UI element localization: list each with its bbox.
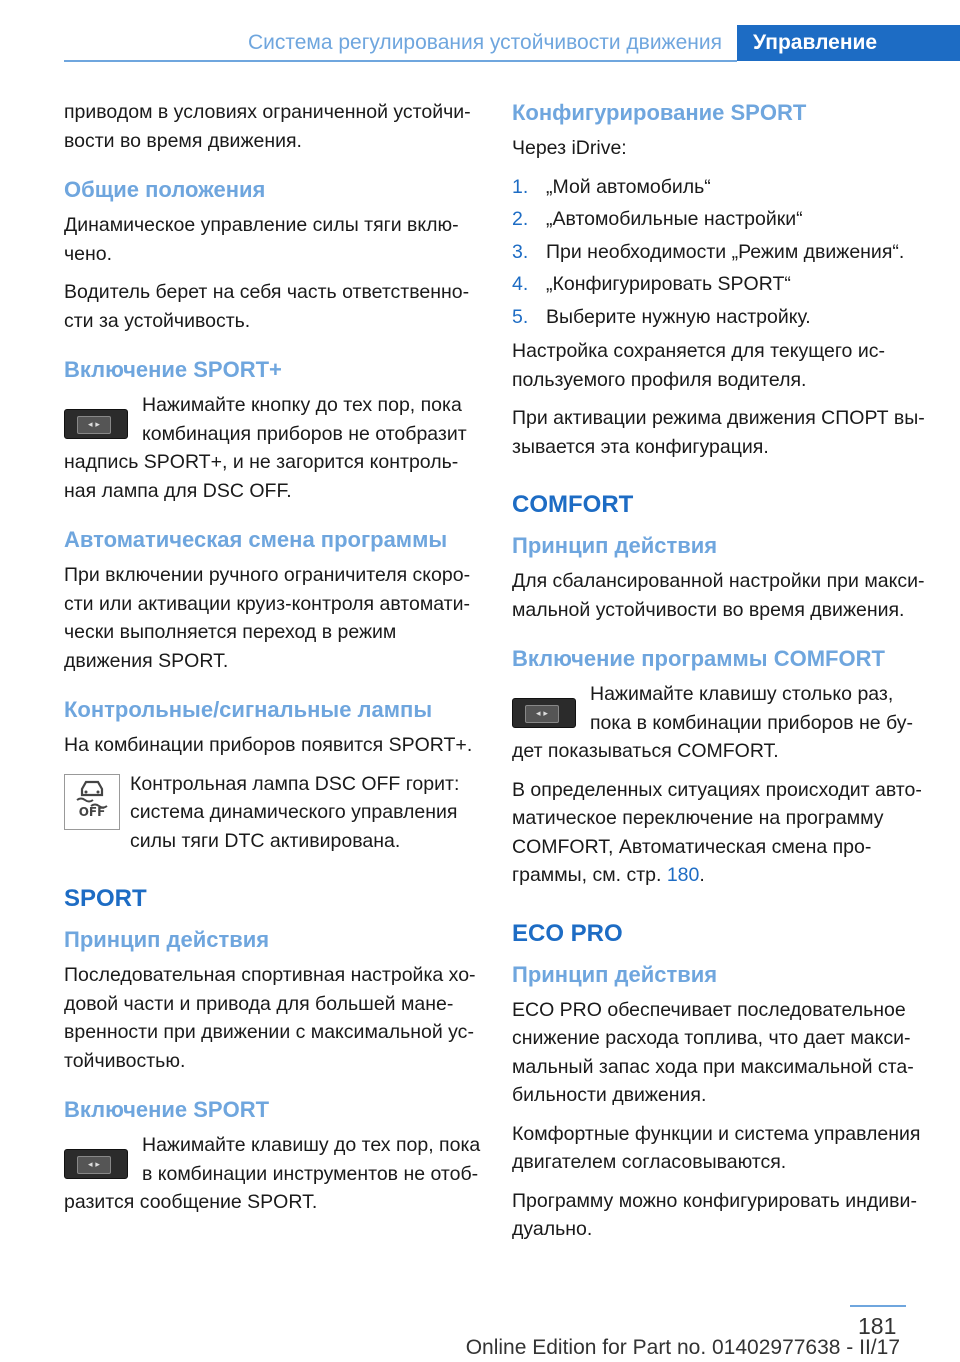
lamp-description-text: Контрольная лампа DSC OFF горит: система динамического управления силы тяги DTC активирована. xyxy=(130,772,460,852)
sport-on-instruction xyxy=(64,1131,482,1217)
sport-heading: SPORT xyxy=(64,885,147,912)
step-text: При необходимости „Режим движения“. xyxy=(546,240,905,263)
comfort-on-instruction xyxy=(512,680,932,766)
comfort-on-heading: Включение программы COMFORT xyxy=(512,646,885,671)
sport-plus-heading: Включение SPORT+ xyxy=(64,357,282,382)
list-item xyxy=(512,303,932,332)
step-text: Выберите нужную настройку. xyxy=(546,305,811,328)
running-header-section: Система регулирования устойчивости движения xyxy=(247,31,722,54)
list-item xyxy=(512,238,932,267)
lamp-off-label: OFF xyxy=(78,805,106,819)
eco-paragraph-3: Программу можно конфигурировать индивидуально. xyxy=(512,1189,917,1240)
drive-mode-button-icon: ◂ ▸ xyxy=(512,698,576,728)
eco-paragraph-2: Комфортные функции и система управления двигателем согласовываются. xyxy=(512,1122,921,1173)
sport-on-heading: Включение SPORT xyxy=(64,1097,270,1122)
comfort-principle-heading: Принцип действия xyxy=(512,533,718,558)
intro-paragraph: приводом в условиях ограниченной устойчивости во время движения. xyxy=(64,101,471,152)
comfort-auto-text: В определенных ситуациях происходит автоматическое переключение на программу COMFORT, Автоматическая смена программы, см. стр. xyxy=(512,778,922,886)
eco-principle-heading: Принцип действия xyxy=(512,961,718,987)
sport-principle-paragraph: Последовательная спортивная настройка ходовой части и привода для большей маневренности при движении с максимальной устойчивостью. xyxy=(64,964,476,1072)
sport-on-text: Нажимайте клавишу до тех пор, пока в комбинации инструментов не отобразится сообщение SPORT. xyxy=(64,1134,481,1213)
drive-mode-button-icon: ◂ ▸ xyxy=(64,409,128,439)
config-intro: Через iDrive: xyxy=(512,137,627,159)
sport-principle-heading: Принцип действия xyxy=(64,927,270,952)
dsc-off-lamp-icon xyxy=(64,774,120,830)
list-item xyxy=(512,205,932,234)
comfort-auto-paragraph xyxy=(512,776,932,890)
page-reference-link[interactable]: 180 xyxy=(666,864,700,886)
config-steps-list xyxy=(512,173,932,332)
general-paragraph-1: Динамическое управление силы тяги включено. xyxy=(64,214,459,265)
list-item xyxy=(512,270,932,299)
list-item xyxy=(512,173,932,202)
lamps-paragraph: На комбинации приборов появится SPORT+. xyxy=(64,734,473,756)
eco-paragraph-1: ECO PRO обеспечивает последовательное снижение расхода топлива, что дает максимальный запас хода при максимальной стабильности движения. xyxy=(512,998,914,1106)
sport-plus-text: Нажимайте кнопку до тех пор, пока комбинация приборов не отобразит надпись SPORT+, и не загорится контрольная лампа для DSC OFF. xyxy=(64,394,467,502)
config-heading: Конфигурирование SPORT xyxy=(512,100,807,125)
general-paragraph-2: Водитель берет на себя часть ответственности за устойчивость. xyxy=(64,281,470,332)
lamp-description xyxy=(64,770,482,856)
left-column xyxy=(64,98,482,1227)
step-text: „Конфигурировать SPORT“ xyxy=(546,273,791,295)
step-text: „Мой автомобиль“ xyxy=(546,175,711,198)
comfort-auto-end: . xyxy=(699,864,705,886)
right-column xyxy=(512,98,932,1254)
auto-change-heading: Автоматическая смена программы xyxy=(64,527,448,552)
config-paragraph-2: При активации режима движения СПОРТ вызывается эта конфигурация. xyxy=(512,407,925,458)
step-text: „Автомобильные настройки“ xyxy=(546,208,803,230)
comfort-on-text: Нажимайте клавишу столько раз, пока в комбинации приборов не будет показываться COMFORT. xyxy=(512,683,914,762)
header-rule xyxy=(64,60,737,62)
eco-pro-heading: ECO PRO xyxy=(512,919,623,947)
general-heading: Общие положения xyxy=(64,177,266,202)
step-number: 4. xyxy=(512,273,529,295)
drive-mode-button-icon: ◂ ▸ xyxy=(64,1149,128,1179)
step-number: 5. xyxy=(512,305,529,328)
step-number: 1. xyxy=(512,175,529,198)
chapter-tab[interactable]: Управление xyxy=(737,25,960,61)
lamps-heading: Контрольные/сигнальные лампы xyxy=(64,697,433,722)
step-number: 3. xyxy=(512,240,529,263)
config-paragraph-1: Настройка сохраняется для текущего используемого профиля водителя. xyxy=(512,340,885,391)
page-number-rule xyxy=(850,1305,906,1307)
comfort-heading: COMFORT xyxy=(512,491,634,518)
page-number: 181 xyxy=(858,1313,897,1339)
sport-plus-instruction xyxy=(64,391,482,505)
edition-footer: Online Edition for Part no. 01402977638 - II/17 xyxy=(465,1336,900,1359)
auto-change-paragraph: При включении ручного ограничителя скорости или активации круиз-контроля автоматически выполняется переход в режим движения SPORT. xyxy=(64,564,471,672)
step-number: 2. xyxy=(512,208,529,230)
comfort-principle-paragraph: Для сбалансированной настройки при максимальной устойчивости во время движения. xyxy=(512,570,925,621)
